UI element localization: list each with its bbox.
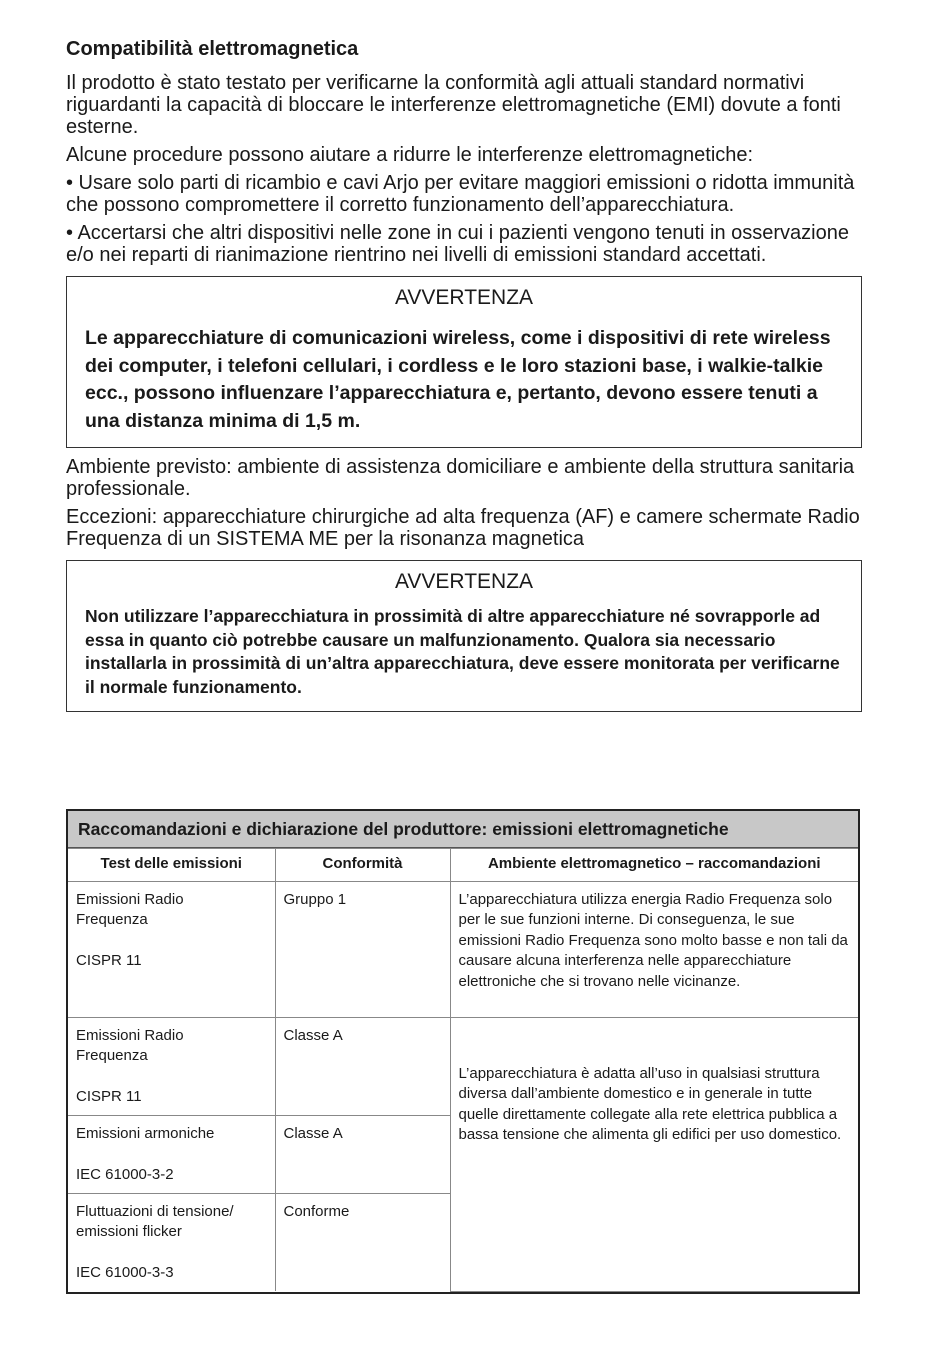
warning-title: AVVERTENZA (394, 570, 534, 593)
intro-paragraph: Il prodotto è stato testato per verificarne la conformità agli attuali standard normativi riguardanti la capacità di bloccare le interferenze elettromagnetiche (EMI) dovute a fonti esterne. (66, 72, 841, 138)
bullet-item: • Usare solo parti di ricambio e cavi Arjo per evitare maggiori emissioni o ridotta immunità che possono compromettere il corretto funzionamento dell’apparecchiatura. (66, 172, 855, 216)
bullet-item: • Accertarsi che altri dispositivi nelle zone in cui i pazienti vengono tenuti in osservazione e/o nei reparti di rianimazione rientrino nei livelli di emissioni standard accettati. (66, 222, 849, 266)
table-title: Raccomandazioni e dichiarazione del produttore: emissioni elettromagnetiche (68, 811, 858, 848)
warning-box (66, 560, 862, 712)
test-cell: Emissioni armoniche IEC 61000-3-2 (68, 1116, 275, 1194)
environment-cell: L’apparecchiatura è adatta all’uso in qualsiasi struttura diversa dall’ambiente domestico e in generale in tutte quelle direttamente collegate alla rete elettrica pubblica a bassa tensione che alimenta gli edifici per uso domestico. (450, 1018, 858, 1292)
column-header: Conformità (275, 849, 450, 882)
section-heading: Compatibilità elettromagnetica (66, 38, 359, 60)
test-cell: Emissioni Radio Frequenza CISPR 11 (68, 1018, 275, 1116)
environment-paragraph: Ambiente previsto: ambiente di assistenza domiciliare e ambiente della struttura sanitaria professionale. (66, 456, 855, 500)
table-row (68, 1018, 858, 1116)
conformity-cell: Classe A (275, 1018, 450, 1116)
column-header: Ambiente elettromagnetico – raccomandazioni (450, 849, 858, 882)
warning-text: Le apparecchiature di comunicazioni wireless, come i dispositivi di rete wireless dei computer, i telefoni cellulari, i cordless e le loro stazioni base, i walkie-talkie ecc., possono influenzare l’apparecchiatura e, pertanto, devono essere tenuti a una distanza minima di 1,5 m. (85, 327, 831, 432)
intro-paragraph: Alcune procedure possono aiutare a ridurre le interferenze elettromagnetiche: (66, 144, 754, 166)
conformity-cell: Classe A (275, 1116, 450, 1194)
test-cell: Fluttuazioni di tensione/ emissioni flicker IEC 61000-3-3 (68, 1194, 275, 1292)
warning-title: AVVERTENZA (394, 286, 534, 309)
warning-box (66, 276, 862, 448)
exceptions-paragraph: Eccezioni: apparecchiature chirurgiche ad alta frequenza (AF) e camere schermate Radio Frequenza di un SISTEMA ME per la risonanza magnetica (66, 506, 860, 550)
table-row (68, 882, 858, 1018)
emissions-table (66, 809, 860, 1294)
table-header-row (68, 849, 858, 882)
conformity-cell: Gruppo 1 (275, 882, 450, 1018)
page-content (66, 36, 866, 720)
emissions-grid (68, 848, 858, 1292)
test-cell: Emissioni Radio Frequenza CISPR 11 (68, 882, 275, 1018)
conformity-cell: Conforme (275, 1194, 450, 1292)
warning-text: Non utilizzare l’apparecchiatura in prossimità di altre apparecchiature né sovrapporle ad essa in quanto ciò potrebbe causare un malfunzionamento. Qualora sia necessario installarla in prossimità di un’altra apparecchiatura, deve essere monitorata per verificarne il normale funzionamento. (85, 606, 840, 697)
column-header: Test delle emissioni (68, 849, 275, 882)
environment-cell: L’apparecchiatura utilizza energia Radio Frequenza solo per le sue funzioni interne. Di conseguenza, le sue emissioni Radio Frequenza sono molto basse e non tali da causare alcuna interferenza nelle apparecchiature elettroniche che si trovano nelle vicinanze. (450, 882, 858, 1018)
